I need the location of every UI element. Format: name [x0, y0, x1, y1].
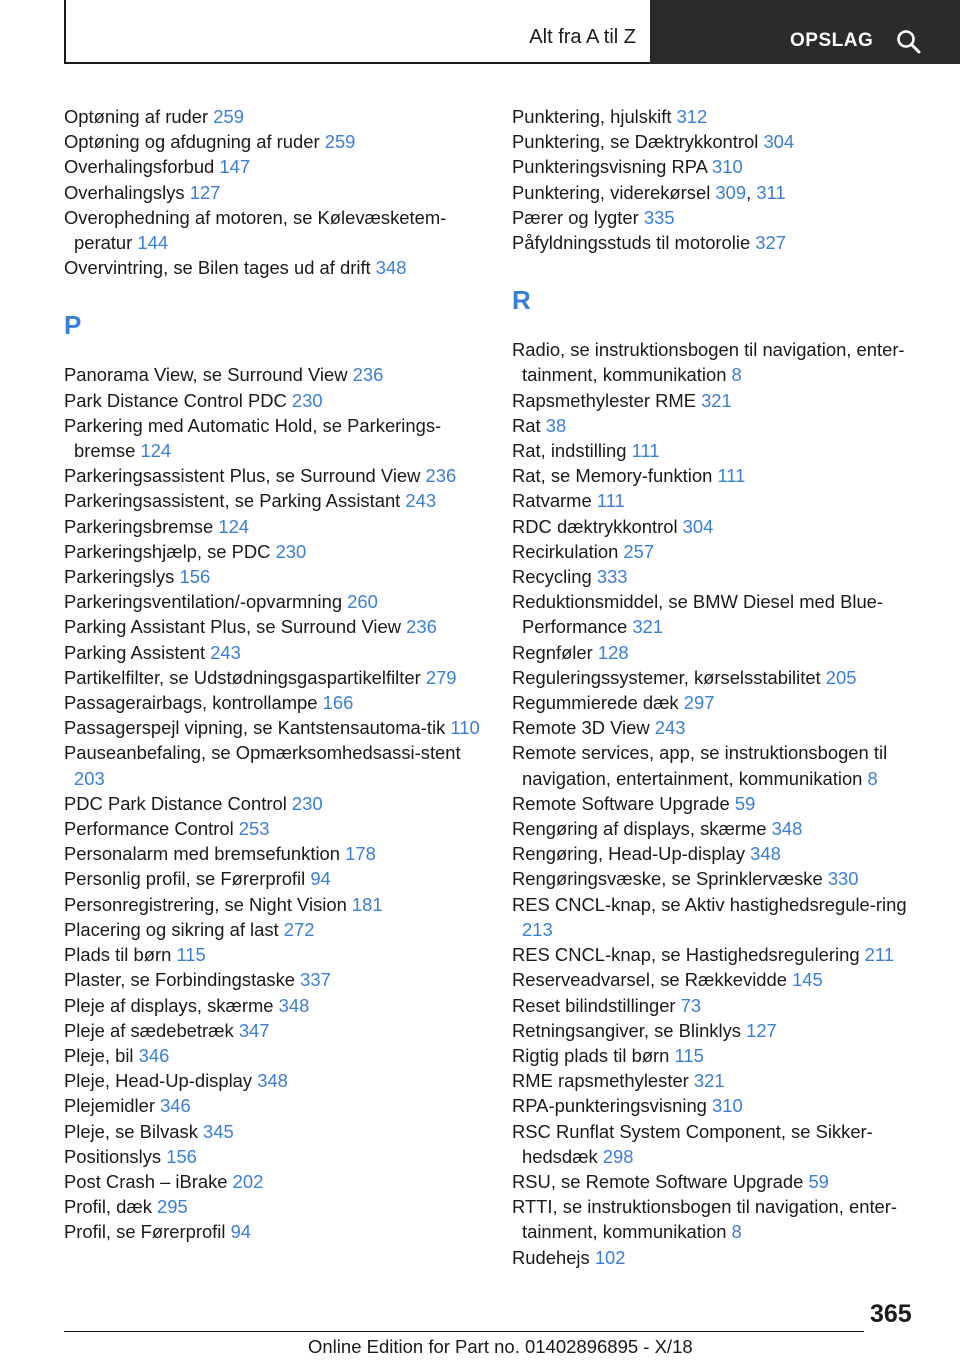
index-entry: [512, 942, 922, 967]
index-entry: [512, 640, 922, 665]
page-reference-link[interactable]: 115: [674, 1044, 704, 1066]
index-column-left: [64, 104, 484, 1245]
page-reference-link[interactable]: 236: [425, 465, 457, 487]
index-entry-text: Passagerspejl vipning, se Kantstensautoma-tik: [64, 717, 451, 739]
index-entry: [64, 866, 484, 891]
index-entry: [64, 539, 484, 564]
page-reference-link[interactable]: 257: [623, 540, 655, 562]
index-entry: [512, 1119, 922, 1169]
index-entry: [512, 539, 922, 564]
index-entry: [64, 463, 484, 488]
page-reference-link[interactable]: 230: [291, 389, 323, 411]
index-entry: [64, 892, 484, 917]
index-entry-text: RPA-punkteringsvisning: [512, 1095, 713, 1117]
index-entry-text: Rengøringsvæske, se Sprinklervæske: [512, 868, 828, 890]
index-entry: [64, 1068, 484, 1093]
index-entry-text: PDC Park Distance Control: [64, 792, 292, 814]
index-entry: [512, 740, 922, 790]
page-reference-link[interactable]: 243: [210, 641, 241, 663]
footer-edition: [308, 1336, 693, 1358]
page-reference-link[interactable]: 110: [450, 717, 480, 739]
page-reference-link[interactable]: 253: [238, 818, 270, 840]
index-entry: [64, 917, 484, 942]
page-reference-link[interactable]: 345: [203, 1120, 234, 1142]
index-entry-text: Post Crash – iBrake: [64, 1170, 233, 1192]
index-entry-text: Partikelfilter, se Udstødningsgaspartikelfilter: [64, 666, 426, 688]
index-entry: [64, 564, 484, 589]
page-reference-link[interactable]: 347: [238, 1019, 270, 1041]
page-reference-link[interactable]: 243: [405, 490, 437, 512]
index-entry: [64, 816, 484, 841]
index-entry-text: RES CNCL-knap, se Hastighedsregulering: [512, 944, 865, 966]
index-entry: [512, 564, 922, 589]
index-entry-text: RES CNCL-knap, se Aktiv hastighedsregule-ring: [512, 893, 907, 915]
page-reference-link[interactable]: 348: [375, 257, 407, 279]
index-entry: [512, 388, 922, 413]
index-entry: [512, 337, 922, 387]
page-reference-link[interactable]: 348: [257, 1070, 288, 1092]
index-entry: [512, 993, 922, 1018]
page-reference-link[interactable]: 279: [425, 666, 457, 688]
index-entry: [512, 1018, 922, 1043]
index-entry: [64, 413, 484, 463]
index-entry: [512, 866, 922, 891]
index-entry: [64, 942, 484, 967]
index-entry-text: Reduktionsmiddel, se BMW Diesel med Blue-Performance: [512, 591, 884, 638]
index-entry-text: Placering og sikring af last: [64, 918, 284, 940]
page-reference-link[interactable]: 272: [283, 918, 315, 940]
index-entry-text: Overophedning af motoren, se Kølevæsketem-peratur: [64, 206, 447, 254]
index-entry-text: Rudehejs: [512, 1246, 595, 1268]
index-entry-text: Punktering, viderekørsel: [512, 181, 716, 203]
index-entry-text: Rapsmethylester RME: [512, 389, 702, 411]
page-reference-link[interactable]: 311: [756, 181, 786, 203]
page-reference-link[interactable]: 309: [715, 181, 747, 203]
page-reference-link[interactable]: 73: [680, 994, 702, 1016]
index-entry-text: Parking Assistent: [64, 641, 211, 663]
page-reference-link[interactable]: 312: [676, 106, 708, 127]
page-reference-link[interactable]: 321: [693, 1070, 725, 1092]
page-reference-link[interactable]: 337: [300, 969, 331, 991]
index-entry-text: Rengøring, Head-Up-display: [512, 843, 751, 865]
index-entry-text: Rigtig plads til børn: [512, 1044, 675, 1066]
index-entry-text: Parkeringsbremse: [64, 515, 219, 537]
index-entry-text: Pleje, se Bilvask: [64, 1120, 204, 1142]
page-reference-link[interactable]: 59: [734, 792, 756, 814]
index-entry: [64, 967, 484, 992]
page-reference-link[interactable]: 346: [138, 1044, 170, 1066]
page-reference-link[interactable]: 259: [324, 131, 356, 153]
index-entry: [64, 362, 484, 387]
page-reference-link[interactable]: 124: [218, 515, 250, 537]
index-entry: [64, 690, 484, 715]
index-entry-text: RME rapsmethylester: [512, 1070, 694, 1092]
index-entry-text: Plejemidler: [64, 1095, 161, 1117]
index-entry: [512, 205, 922, 230]
index-entry-text: Personlig profil, se Førerprofil: [64, 868, 311, 890]
magnifier-icon: [895, 28, 923, 56]
index-entry-text: Recirkulation: [512, 540, 624, 562]
index-entry-text: Rat, se Memory-funktion: [512, 465, 718, 487]
index-entry-text: Regummierede dæk: [512, 692, 684, 714]
index-entry-text: Retningsangiver, se Blinklys: [512, 1019, 747, 1041]
edition-text: Online Edition for Part no. 01402896895 - X/18: [308, 1336, 693, 1357]
index-entry-text: Performance Control: [64, 818, 239, 840]
index-entry: [512, 154, 922, 179]
index-entry-text: Personregistrering, se Night Vision: [64, 893, 352, 915]
index-letter-heading: P: [64, 310, 82, 341]
page-reference-link[interactable]: 102: [594, 1246, 626, 1268]
index-entry: [512, 104, 922, 129]
index-entry: [64, 154, 484, 179]
index-letter-heading: R: [512, 285, 531, 316]
index-entry: [512, 1169, 922, 1194]
index-entry: [64, 640, 484, 665]
page-reference-link[interactable]: 94: [230, 1221, 252, 1243]
index-entry: [512, 488, 922, 513]
index-entry-text: Parkeringsassistent Plus, se Surround View: [64, 465, 426, 487]
index-entry-text: Parkeringshjælp, se PDC: [64, 540, 276, 562]
index-entry-text: Pleje, Head-Up-display: [64, 1070, 258, 1092]
index-entry-text: Remote services, app, se instruktionsbogen til navigation, entertainment, kommunikation: [512, 742, 888, 789]
page-reference-link[interactable]: 230: [291, 792, 323, 814]
page-reference-link[interactable]: 8: [867, 767, 878, 789]
index-entry-text: Regnføler: [512, 641, 598, 663]
search-button-label: OPSLAG: [790, 30, 874, 51]
page-reference-link[interactable]: 260: [347, 591, 378, 613]
page-reference-link[interactable]: 348: [278, 994, 310, 1016]
index-column-right: [512, 104, 922, 1270]
index-entry-text: Rat, indstilling: [512, 440, 632, 462]
index-entry-text: Remote 3D View: [512, 717, 655, 739]
index-entry-text: Reserveadvarsel, se Rækkevidde: [512, 969, 793, 991]
page-reference-link[interactable]: 230: [275, 540, 307, 562]
page-reference-link[interactable]: 8: [731, 364, 742, 386]
page-reference-link[interactable]: 156: [179, 566, 211, 588]
index-entry: [64, 1119, 484, 1144]
page-reference-link[interactable]: 127: [189, 181, 221, 203]
page-reference-link[interactable]: 243: [654, 717, 686, 739]
index-entry-text: Park Distance Control PDC: [64, 389, 292, 411]
index-entry-text: Pauseanbefaling, se Opmærksomhedsassi-stent: [64, 742, 461, 764]
index-entry-text: Punktering, se Dæktrykkontrol: [512, 131, 764, 153]
index-entry: [512, 1043, 922, 1068]
page-reference-link[interactable]: 111: [631, 440, 660, 462]
page-reference-link[interactable]: 211: [864, 944, 894, 966]
page-reference-link[interactable]: 298: [602, 1145, 634, 1167]
index-entry: [64, 791, 484, 816]
index-entry: [64, 993, 484, 1018]
page-reference-link[interactable]: 127: [746, 1019, 777, 1041]
index-entry: [64, 1194, 484, 1219]
index-entry: [512, 791, 922, 816]
page-reference-link[interactable]: 111: [717, 465, 746, 487]
index-entry-text: Pærer og lygter: [512, 206, 644, 228]
index-entry-text: Recycling: [512, 566, 597, 588]
index-entry: [64, 255, 484, 280]
index-entry-text: Parkeringslys: [64, 566, 180, 588]
page-reference-link[interactable]: 297: [683, 692, 715, 714]
index-entry-text: Optøning af ruder: [64, 106, 214, 127]
index-entry-text: Radio, se instruktionsbogen til navigation, enter-tainment, kommunikation: [512, 339, 905, 386]
page-reference-link[interactable]: 259: [213, 106, 244, 127]
header-bottom-rule: [64, 62, 650, 64]
entries-top-left: [64, 104, 484, 280]
page-reference-link[interactable]: 147: [219, 156, 251, 178]
section-title[interactable]: Alt fra A til Z: [529, 26, 636, 48]
index-entry: [64, 205, 484, 255]
page-reference-link[interactable]: 213: [522, 918, 553, 940]
index-entry-text: Profil, dæk: [64, 1196, 158, 1218]
page-reference-link[interactable]: 327: [755, 232, 786, 254]
page-reference-link[interactable]: 304: [682, 515, 714, 537]
index-entry: [64, 1093, 484, 1118]
index-entry: [64, 514, 484, 539]
index-entry-text: Personalarm med bremsefunktion: [64, 843, 346, 865]
search-button[interactable]: [650, 0, 960, 64]
page-reference-link[interactable]: 205: [825, 666, 857, 688]
page-reference-link[interactable]: 203: [74, 767, 105, 789]
index-entry-text: Parkeringsventilation/-opvarmning: [64, 591, 348, 613]
index-entry: [512, 438, 922, 463]
index-entry: [512, 967, 922, 992]
index-entry: [512, 1068, 922, 1093]
page-reference-link[interactable]: 321: [632, 616, 664, 638]
index-entry-text: Punktering, hjulskift: [512, 106, 677, 127]
index-entry-text: Plaster, se Forbindingstaske: [64, 969, 301, 991]
index-entry: [512, 230, 922, 255]
page-reference-link[interactable]: 333: [596, 566, 628, 588]
index-entry: [64, 841, 484, 866]
entries-top-right: [512, 104, 922, 255]
page-reference-link[interactable]: 330: [827, 868, 859, 890]
index-entry-text: Overhalingslys: [64, 181, 190, 203]
page-reference-link[interactable]: 8: [731, 1221, 742, 1243]
page-reference-link[interactable]: 310: [712, 156, 743, 178]
index-entry-text: Profil, se Førerprofil: [64, 1221, 231, 1243]
page-reference-link[interactable]: 236: [406, 616, 437, 638]
page-reference-link[interactable]: 304: [763, 131, 795, 153]
page-reference-link[interactable]: 295: [157, 1196, 188, 1218]
page-reference-link[interactable]: 236: [352, 364, 384, 386]
index-entry-text: Optøning og afdugning af ruder: [64, 131, 325, 153]
index-entry-text: Pleje af sædebetræk: [64, 1019, 239, 1041]
index-entry: [512, 690, 922, 715]
index-entry: [512, 1245, 922, 1270]
index-entry-text: Punkteringsvisning RPA: [512, 156, 713, 178]
index-entry-text: Ratvarme: [512, 490, 597, 512]
index-entry: [64, 129, 484, 154]
entries-right: [512, 337, 922, 1270]
page-reference-link[interactable]: 156: [166, 1145, 197, 1167]
page-reference-link[interactable]: 346: [160, 1095, 191, 1117]
index-entry-text: Pleje af displays, skærme: [64, 994, 279, 1016]
index-entry-text: RSC Runflat System Component, se Sikker-hedsdæk: [512, 1120, 873, 1167]
index-entry: [512, 413, 922, 438]
page-reference-link[interactable]: 38: [545, 414, 567, 436]
page-reference-link[interactable]: 166: [322, 692, 354, 714]
page-reference-link[interactable]: 124: [140, 440, 172, 462]
index-entry: [64, 104, 484, 129]
index-entry: [64, 1043, 484, 1068]
index-entry: [64, 388, 484, 413]
page-reference-link[interactable]: 94: [310, 868, 331, 890]
index-entry: [512, 816, 922, 841]
index-entry-text: Rengøring af displays, skærme: [512, 818, 772, 840]
index-entry: [512, 892, 922, 942]
index-entry: [64, 614, 484, 639]
page-reference-link[interactable]: 59: [808, 1170, 829, 1192]
page-header: [0, 0, 960, 66]
index-entry: [64, 715, 484, 740]
entries-left: [64, 362, 484, 1244]
index-entry: [512, 841, 922, 866]
index-entry-text: Panorama View, se Surround View: [64, 364, 353, 386]
index-entry-text: Parkeringsassistent, se Parking Assistant: [64, 490, 406, 512]
index-entry-text: Reguleringssystemer, kørselsstabilitet: [512, 666, 826, 688]
index-entry: [512, 589, 922, 639]
index-entry-text: Påfyldningsstuds til motorolie: [512, 232, 756, 254]
page-reference-link[interactable]: 348: [750, 843, 781, 865]
index-entry-text: Parkering med Automatic Hold, se Parkerings-bremse: [64, 414, 442, 462]
page-reference-link[interactable]: 202: [232, 1170, 264, 1192]
index-entry: [64, 180, 484, 205]
index-entry-text: Overvintring, se Bilen tages ud af drift: [64, 257, 376, 279]
index-entry-text: Positionslys: [64, 1145, 167, 1167]
index-entry: [512, 129, 922, 154]
index-entry: [64, 1169, 484, 1194]
index-entry: [64, 488, 484, 513]
index-entry-text: RSU, se Remote Software Upgrade: [512, 1170, 809, 1192]
header-left-rule: [64, 0, 66, 64]
index-entry-text: Plads til børn: [64, 944, 177, 966]
page-reference-link[interactable]: 181: [351, 893, 383, 915]
index-entry-text: Passagerairbags, kontrollampe: [64, 692, 323, 714]
page-reference-link[interactable]: 335: [643, 206, 675, 228]
index-entry-text: Parking Assistant Plus, se Surround View: [64, 616, 407, 638]
index-entry: [512, 1093, 922, 1118]
index-entry: [512, 514, 922, 539]
index-entry: [512, 463, 922, 488]
page-reference-link[interactable]: 128: [597, 641, 629, 663]
page-reference-link[interactable]: 178: [345, 843, 376, 865]
index-entry-text: Pleje, bil: [64, 1044, 139, 1066]
index-entry: [512, 1194, 922, 1244]
page-reference-link[interactable]: 145: [792, 969, 823, 991]
page-reference-link[interactable]: 111: [596, 490, 625, 512]
index-entry-text: Overhalingsforbud: [64, 156, 220, 178]
page-reference-link[interactable]: 115: [176, 944, 206, 966]
page-number: 365: [870, 1300, 912, 1328]
index-entry-text: Reset bilindstillinger: [512, 994, 681, 1016]
page-reference-link[interactable]: 348: [771, 818, 803, 840]
footer-rule: [64, 1331, 864, 1332]
index-entry: [64, 1219, 484, 1244]
page-reference-link[interactable]: 310: [712, 1095, 743, 1117]
index-entry-text: Remote Software Upgrade: [512, 792, 735, 814]
index-entry: [512, 665, 922, 690]
index-entry: [64, 1144, 484, 1169]
index-entry: [512, 715, 922, 740]
page-reference-link[interactable]: 144: [137, 232, 169, 254]
index-entry: [64, 665, 484, 690]
index-entry: [64, 740, 484, 790]
page-reference-link[interactable]: 321: [701, 389, 732, 411]
index-entry-text: RTTI, se instruktionsbogen til navigation, enter-tainment, kommunikation: [512, 1196, 898, 1243]
index-entry-text: Rat: [512, 414, 546, 436]
index-entry: [64, 1018, 484, 1043]
index-entry: Punktering, viderekørsel 309, 311: [512, 181, 786, 203]
index-entry-text: RDC dæktrykkontrol: [512, 515, 683, 537]
index-entry: [64, 589, 484, 614]
